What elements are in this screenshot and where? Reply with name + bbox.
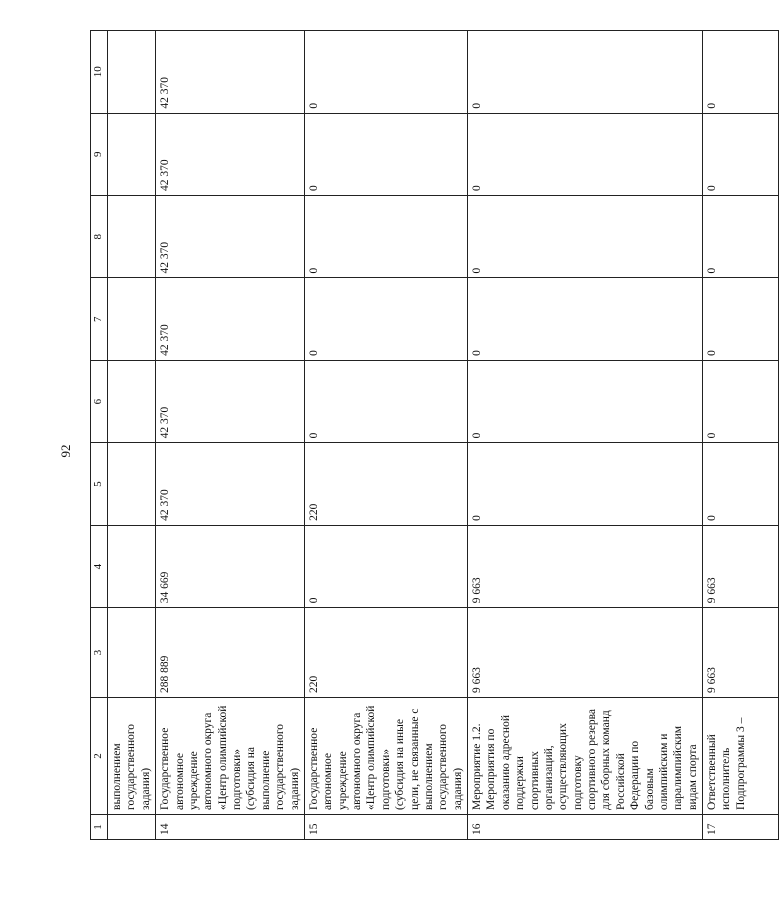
column-header: 10 [91, 31, 108, 114]
value-cell [108, 196, 156, 278]
value-cell: 0 [304, 360, 467, 442]
value-cell: 9 663 [468, 608, 703, 698]
value-cell: 9 663 [703, 608, 779, 698]
column-header: 6 [91, 360, 108, 442]
value-cell: 0 [703, 196, 779, 278]
row-name: выполнением государственного задания) [108, 698, 156, 815]
table-row [108, 31, 156, 840]
value-cell [108, 443, 156, 525]
value-cell: 0 [468, 278, 703, 360]
value-cell: 42 370 [156, 113, 305, 195]
value-cell: 0 [304, 278, 467, 360]
table-row [468, 31, 703, 840]
row-number: 16 [468, 814, 703, 839]
value-cell: 42 370 [156, 196, 305, 278]
column-numbers-row [91, 31, 108, 840]
value-cell: 9 663 [703, 525, 779, 607]
row-number: 15 [304, 814, 467, 839]
value-cell: 9 663 [468, 525, 703, 607]
value-cell: 220 [304, 443, 467, 525]
value-cell: 0 [468, 360, 703, 442]
column-header: 7 [91, 278, 108, 360]
column-header: 4 [91, 525, 108, 607]
value-cell [108, 360, 156, 442]
value-cell: 288 889 [156, 608, 305, 698]
row-name: Государственное автономное учреждение автономного округа «Центр олимпийской подготовки» (субсидия на иные цели, не связанные с выполнением государственного задания) [304, 698, 467, 815]
value-cell [108, 31, 156, 114]
value-cell [108, 608, 156, 698]
value-cell: 42 370 [156, 31, 305, 114]
value-cell: 42 370 [156, 278, 305, 360]
column-header: 1 [91, 814, 108, 839]
value-cell: 0 [304, 525, 467, 607]
value-cell: 0 [468, 196, 703, 278]
row-number [108, 814, 156, 839]
value-cell: 0 [468, 31, 703, 114]
value-cell: 0 [304, 196, 467, 278]
row-number: 14 [156, 814, 305, 839]
column-header: 5 [91, 443, 108, 525]
column-header: 8 [91, 196, 108, 278]
value-cell: 42 370 [156, 360, 305, 442]
rotated-page-content [90, 30, 747, 840]
value-cell: 0 [703, 113, 779, 195]
budget-table [90, 30, 779, 840]
column-header: 3 [91, 608, 108, 698]
value-cell: 0 [304, 113, 467, 195]
value-cell: 42 370 [156, 443, 305, 525]
page-number: 92 [58, 444, 73, 458]
value-cell: 0 [304, 31, 467, 114]
row-number: 17 [703, 814, 779, 839]
value-cell: 0 [468, 113, 703, 195]
value-cell: 0 [703, 31, 779, 114]
table-row [156, 31, 305, 840]
value-cell [108, 525, 156, 607]
column-header: 2 [91, 698, 108, 815]
row-name: Ответственный исполнитель Подпрограммы 3 – [703, 698, 779, 815]
table-row [703, 31, 779, 840]
value-cell: 0 [468, 443, 703, 525]
value-cell: 220 [304, 608, 467, 698]
value-cell: 0 [703, 443, 779, 525]
value-cell: 0 [703, 360, 779, 442]
row-name: Мероприятие 1.2. Мероприятия по оказанию адресной поддержки спортивных организаций, осуществляющих подготовку спортивного резерва для сборных команд Российской Федерации по базовым олимпийским и паралимпийским видам спорта [468, 698, 703, 815]
value-cell: 0 [703, 278, 779, 360]
value-cell [108, 113, 156, 195]
column-header: 9 [91, 113, 108, 195]
row-name: Государственное автономное учреждение автономного округа «Центр олимпийской подготовки» (субсидия на выполнение государственного задания) [156, 698, 305, 815]
value-cell [108, 278, 156, 360]
value-cell: 34 669 [156, 525, 305, 607]
table-row [304, 31, 467, 840]
